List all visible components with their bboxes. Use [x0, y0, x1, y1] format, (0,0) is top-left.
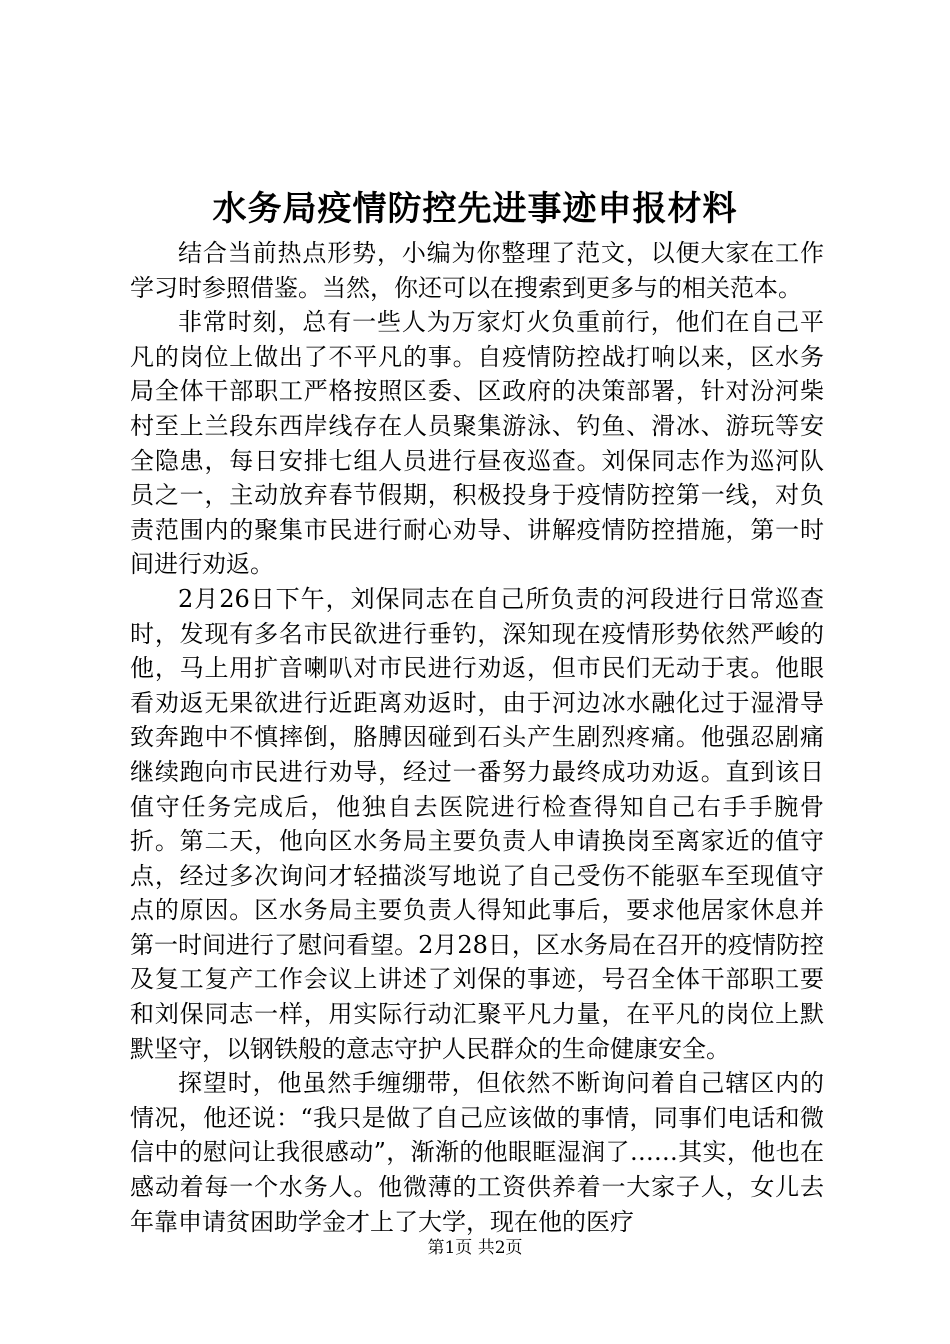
- paragraph-visit: 探望时，他虽然手缠绷带，但依然不断询问着自己辖区内的情况，他还说：“我只是做了自己应该做的事情，同事们电话和微信中的慰问让我很感动”，渐渐的他眼眶湿润了……其实，他也在感动着每一个水务人。他微薄的工资供养着一大家子人，女儿去年靠申请贫困助学金才上了大学，现在他的医疗: [130, 1069, 824, 1236]
- paragraph-background: 非常时刻，总有一些人为万家灯火负重前行，他们在自己平凡的岗位上做出了不平凡的事。自疫情防控战打响以来，区水务局全体干部职工严格按照区委、区政府的决策部署，针对汾河柴村至上兰段东西岸线存在人员聚集游泳、钓鱼、滑冰、游玩等安全隐患，每日安排七组人员进行昼夜巡查。刘保同志作为巡河队员之一，主动放弃春节假期，积极投身于疫情防控第一线，对负责范围内的聚集市民进行耐心劝导、讲解疫情防控措施，第一时间进行劝返。: [130, 308, 824, 579]
- document-title: 水务局疫情防控先进事迹申报材料: [212, 189, 738, 229]
- paragraph-intro: 结合当前热点形势，小编为你整理了范文，以便大家在工作学习时参照借鉴。当然，你还可以在搜索到更多与的相关范本。: [130, 239, 824, 302]
- paragraph-incident: 2月26日下午，刘保同志在自己所负责的河段进行日常巡查时，发现有多名市民欲进行垂钓，深知现在疫情形势依然严峻的他，马上用扩音喇叭对市民进行劝返，但市民们无动于衷。他眼看劝返无果欲进行近距离劝返时，由于河边冰水融化过于湿滑导致奔跑中不慎摔倒，胳膊因碰到石头产生剧烈疼痛。他强忍剧痛继续跑向市民进行劝导，经过一番努力最终成功劝返。直到该日值守任务完成后，他独自去医院进行检查得知自己右手手腕骨折。第二天，他向区水务局主要负责人申请换岗至离家近的值守点，经过多次询问才轻描淡写地说了自己受伤不能驱车至现值守点的原因。区水务局主要负责人得知此事后，要求他居家休息并第一时间进行了慰问看望。2月28日，区水务局在召开的疫情防控及复工复产工作会议上讲述了刘保的事迹，号召全体干部职工要和刘保同志一样，用实际行动汇聚平凡力量，在平凡的岗位上默默坚守，以钢铁般的意志守护人民群众的生命健康安全。: [130, 584, 824, 1063]
- page-number-footer: 第1页 共2页: [427, 1238, 523, 1258]
- document-body: [130, 236, 824, 1239]
